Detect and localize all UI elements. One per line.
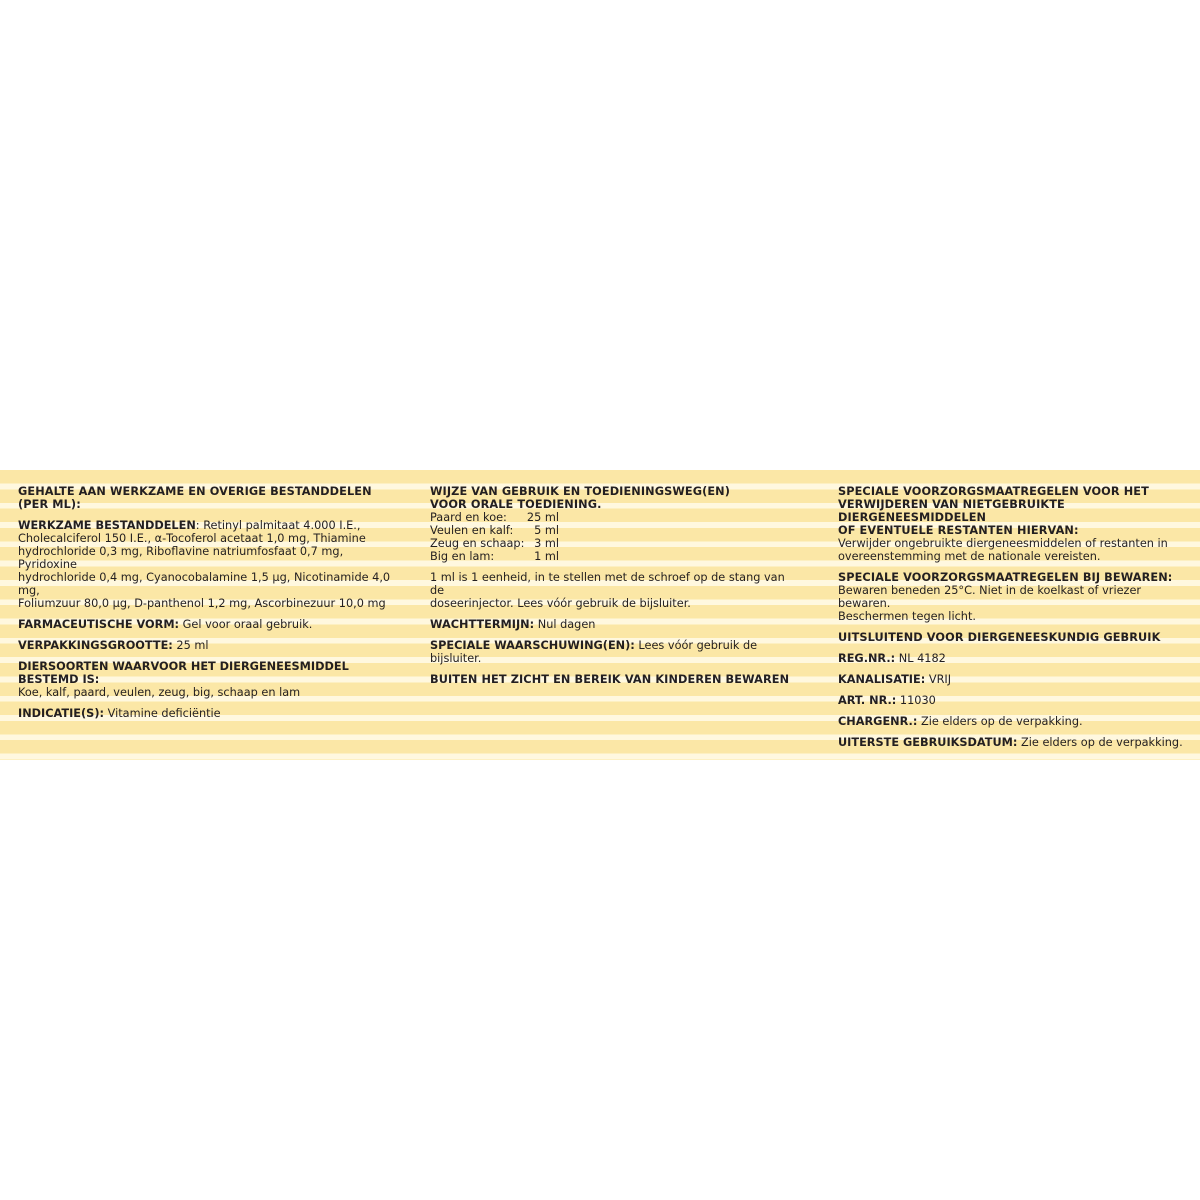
unit-note-line: doseerinjector. Lees vóór gebruik de bijsluiter. (430, 597, 691, 610)
article-number-value: 11030 (896, 694, 936, 707)
composition-heading: GEHALTE AAN WERKZAME EN OVERIGE BESTANDDELEN (PER ML): (18, 485, 372, 511)
channeling (838, 673, 1183, 686)
pharmaceutical-form (18, 618, 393, 631)
usage-route: VOOR ORALE TOEDIENING. (430, 498, 602, 511)
storage-text-line: Beschermen tegen licht. (838, 610, 976, 623)
dosage-amount: 5 ml (534, 524, 559, 537)
unit-note (430, 571, 790, 610)
warning-value: Lees vóór gebruik de bijsluiter. (430, 639, 758, 665)
dosage-species: Paard en koe: (430, 511, 507, 524)
special-warning (430, 639, 790, 665)
registration-label: REG.NR.: (838, 652, 896, 665)
storage-text-line: Bewaren beneden 25°C. Niet in de koelkast of vriezer bewaren. (838, 584, 1142, 610)
active-ingredients-line: hydrochloride 0,3 mg, Riboflavine natriumfosfaat 0,7 mg, Pyridoxine (18, 545, 344, 571)
dosage-row (430, 511, 790, 524)
disposal-section (838, 485, 1183, 563)
active-ingredients (18, 519, 393, 610)
label-column-middle (430, 485, 790, 694)
disposal-text-line: overeenstemming met de nationale vereisten. (838, 550, 1101, 563)
expiry-date-value: Zie elders op de verpakking. (1017, 736, 1183, 749)
active-ingredients-line: Foliumzuur 80,0 µg, D-panthenol 1,2 mg, Ascorbinezuur 10,0 mg (18, 597, 386, 610)
storage-section (838, 571, 1183, 623)
batch-number (838, 715, 1183, 728)
batch-number-value: Zie elders op de verpakking. (917, 715, 1083, 728)
registration-value: NL 4182 (895, 652, 946, 665)
label-column-left (18, 485, 393, 728)
unit-note-line: 1 ml is 1 eenheid, in te stellen met de schroef op de stang van de (430, 571, 785, 597)
target-species-label: DIERSOORTEN WAARVOOR HET DIERGENEESMIDDEL BESTEMD IS: (18, 660, 349, 686)
package-size (18, 639, 393, 652)
active-ingredients-line: hydrochloride 0,4 mg, Cyanocobalamine 1,5 µg, Nicotinamide 4,0 mg, (18, 571, 391, 597)
channeling-label: KANALISATIE: (838, 673, 926, 686)
target-species (18, 660, 393, 699)
active-ingredients-label: WERKZAME BESTANDDELEN (18, 519, 196, 532)
label-column-right (838, 485, 1183, 757)
disposal-heading-line: SPECIALE VOORZORGSMAATREGELEN VOOR HET (838, 485, 1149, 498)
indication-label: INDICATIE(S): (18, 707, 105, 720)
active-ingredients-line: Cholecalciferol 150 I.E., α-Tocoferol acetaat 1,0 mg, Thiamine (18, 532, 366, 545)
indication-value: Vitamine deficiëntie (104, 707, 221, 720)
dosage-row (430, 537, 790, 550)
usage-section (430, 485, 790, 563)
registration-number (838, 652, 1183, 665)
package-size-value: 25 ml (172, 639, 209, 652)
dosage-species: Veulen en kalf: (430, 524, 514, 537)
dosage-row (430, 550, 790, 563)
dosage-amount: 1 ml (534, 550, 559, 563)
indication (18, 707, 393, 720)
withdrawal-label: WACHTTERMIJN: (430, 618, 535, 631)
disposal-text-line: Verwijder ongebruikte diergeneesmiddelen of restanten in (838, 537, 1168, 550)
active-ingredients-line: : Retinyl palmitaat 4.000 I.E., (195, 519, 361, 532)
storage-heading: SPECIALE VOORZORGSMAATREGELEN BIJ BEWAREN: (838, 571, 1173, 584)
disposal-heading-line: VERWIJDEREN VAN NIETGEBRUIKTE DIERGENEESMIDDELEN (838, 498, 1065, 524)
batch-number-label: CHARGENR.: (838, 715, 918, 728)
usage-heading: WIJZE VAN GEBRUIK EN TOEDIENINGSWEG(EN) (430, 485, 730, 498)
veterinary-use-only: UITSLUITEND VOOR DIERGENEESKUNDIG GEBRUIK (838, 631, 1161, 644)
dosage-amount: 3 ml (534, 537, 559, 550)
dosage-species: Zeug en schaap: (430, 537, 525, 550)
withdrawal-value: Nul dagen (534, 618, 596, 631)
dosage-amount: 25 ml (526, 511, 559, 524)
dosage-row (430, 524, 790, 537)
withdrawal-period (430, 618, 790, 631)
expiry-date-label: UITERSTE GEBRUIKSDATUM: (838, 736, 1018, 749)
target-species-value: Koe, kalf, paard, veulen, zeug, big, schaap en lam (18, 686, 301, 699)
dosage-species: Big en lam: (430, 550, 495, 563)
pharmaceutical-form-label: FARMACEUTISCHE VORM: (18, 618, 180, 631)
package-size-label: VERPAKKINGSGROOTTE: (18, 639, 173, 652)
pharmaceutical-form-value: Gel voor oraal gebruik. (179, 618, 313, 631)
article-number (838, 694, 1183, 707)
channeling-value: VRIJ (925, 673, 952, 686)
keep-away-from-children: BUITEN HET ZICHT EN BEREIK VAN KINDEREN BEWAREN (430, 673, 790, 686)
warning-label: SPECIALE WAARSCHUWING(EN): (430, 639, 635, 652)
disposal-heading-line: OF EVENTUELE RESTANTEN HIERVAN: (838, 524, 1079, 537)
product-label (0, 470, 1200, 760)
article-number-label: ART. NR.: (838, 694, 897, 707)
expiry-date (838, 736, 1183, 749)
